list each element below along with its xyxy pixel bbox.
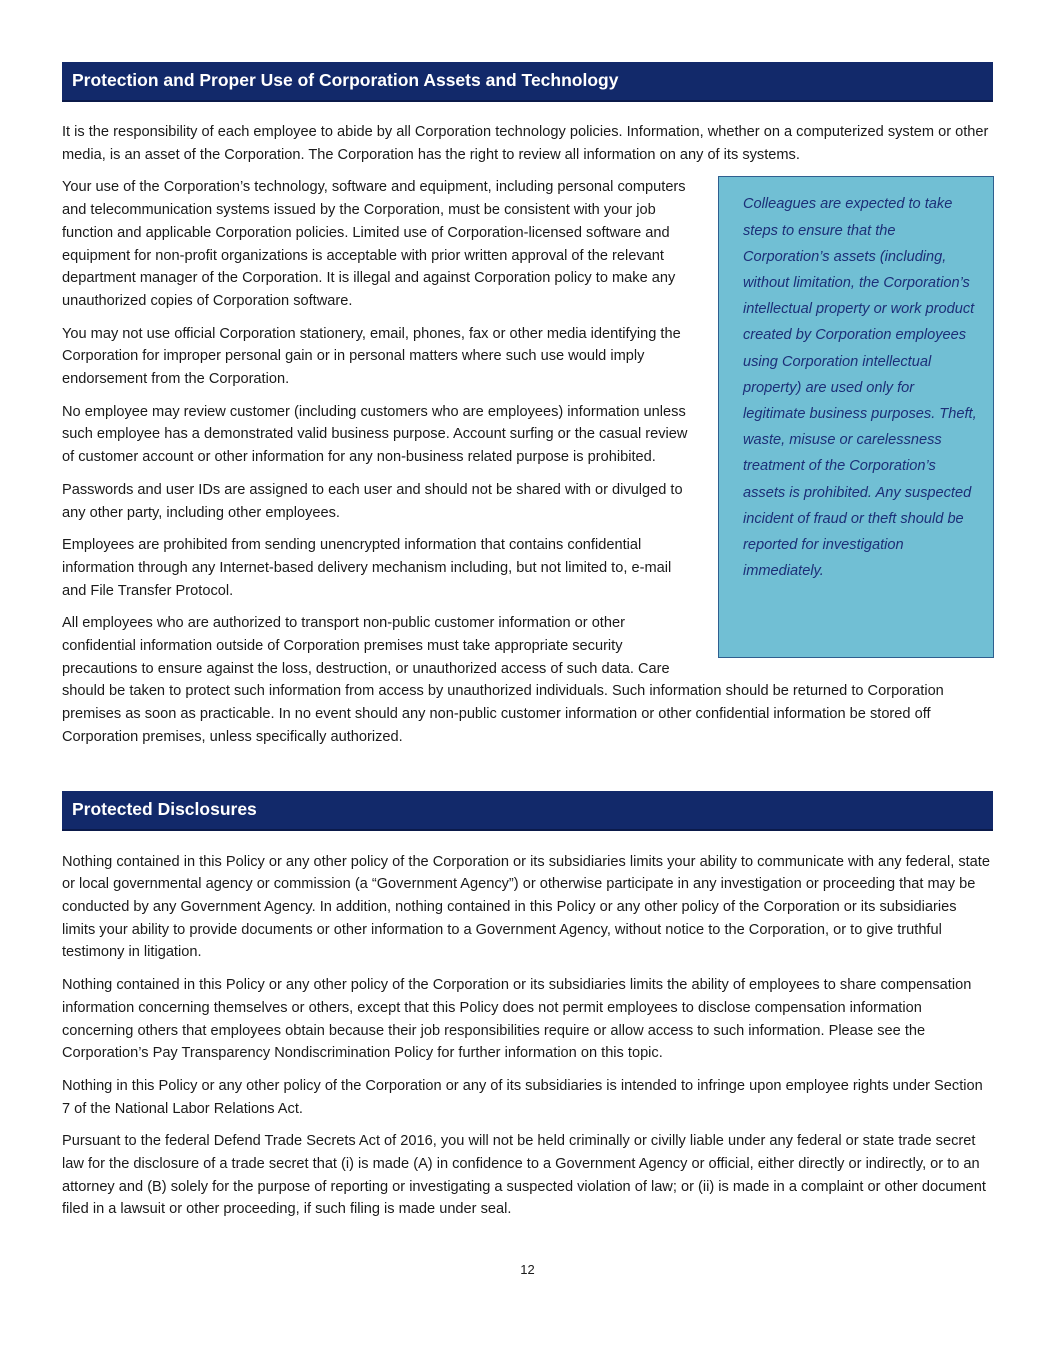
body-paragraph: Passwords and user IDs are assigned to each user and should not be shared with or divulged to any other party, including other employees. bbox=[62, 481, 683, 521]
callout-box bbox=[718, 176, 994, 658]
body-paragraph: Nothing contained in this Policy or any other policy of the Corporation or its subsidiaries limits your ability to communicate with any federal, state or local governmental agency or commission (a “Government Agency”) or otherwise participate in any investigation or proceeding that may be conducted by any Government Agency. In addition, nothing contained in this Policy or any other policy of the Corporation or its subsidiaries limits your ability to provide documents or other information to a Government Agency, without notice to the Corporation, or to give truthful testimony in litigation. bbox=[62, 853, 990, 961]
body-paragraph: Your use of the Corporation’s technology, software and equipment, including personal computers and telecommunication systems issued by the Corporation, must be consistent with your job function and applicable Corporation policies. Limited use of Corporation-licensed software and equipment for non-profit organizations is acceptable with prior written approval of the relevant department manager of the Corporation. It is illegal and against Corporation policy to make any unauthorized copies of Corporation software. bbox=[62, 179, 686, 309]
body-paragraph: It is the responsibility of each employee to abide by all Corporation technology policies. Information, whether on a computerized system or other media, is an asset of the Corporation. The Corporation has the right to review all information on any of its systems. bbox=[62, 124, 989, 163]
body-paragraph: Pursuant to the federal Defend Trade Secrets Act of 2016, you will not be held criminally or civilly liable under any federal or state trade secret law for the disclosure of a trade secret that (i) is made (A) in confidence to a Government Agency or official, either directly or indirectly, or to an attorney and (B) solely for the purpose of reporting or investigating a suspected violation of law; or (ii) is made in a complaint or other document filed in a lawsuit or other proceeding, if such filing is made under seal. bbox=[62, 1133, 986, 1218]
section-heading-protected-disclosures: Protected Disclosures bbox=[62, 791, 993, 831]
body-paragraph: Nothing contained in this Policy or any other policy of the Corporation or its subsidiaries limits the ability of employees to share compensation information concerning themselves or others, except that this Policy does not permit employees to disclose compensation information concerning others that employees obtain because their job responsibilities require or allow access to such information. Please see the Corporation’s Pay Transparency Nondiscrimination Policy for further information on this topic. bbox=[62, 977, 972, 1062]
body-paragraph: Employees are prohibited from sending unencrypted information that contains confidential information through any Internet-based delivery mechanism including, but not limited to, e-mail and File Transfer Protocol. bbox=[62, 537, 672, 599]
document-page bbox=[62, 62, 993, 1231]
body-paragraph: Nothing in this Policy or any other policy of the Corporation or any of its subsidiaries is intended to infringe upon employee rights under Section 7 of the National Labor Relations Act. bbox=[62, 1077, 983, 1117]
body-paragraph: No employee may review customer (including customers who are employees) information unless such employee has a demonstrated valid business purpose. Account surfing or the casual review of customer account or other information for any non-business related purpose is prohibited. bbox=[62, 403, 688, 466]
section-heading-assets-technology: Protection and Proper Use of Corporation Assets and Technology bbox=[62, 62, 993, 102]
section-protected-disclosures bbox=[62, 791, 993, 1222]
body-paragraph: All employees who are authorized to transport non-public customer information or other confidential information outside of Corporation premises must take appropriate security precautions to ensure against the loss, destruction, or unauthorized access of such data. Care should be taken to protect such information from access by unauthorized individuals. Such information should be returned to Corporation premises as soon as practicable. In no event should any non-public customer information or other confidential information be stored off Corporation premises, unless specifically authorized. bbox=[62, 615, 944, 745]
page-number: 12 bbox=[520, 1262, 535, 1277]
body-paragraph: You may not use official Corporation stationery, email, phones, fax or other media identifying the Corporation for improper personal gain or in personal matters where such use would imply endorsement from the Corporation. bbox=[62, 325, 681, 388]
callout-text: Colleagues are expected to take steps to ensure that the Corporation’s assets (including, without limitation, the Corporation’s intellectual property or work product created by Corporation employees using Corporation intellectual property) are used only for legitimate business purposes. Theft, waste, misuse or carelessness treatment of the Corporation’s assets is prohibited. Any suspected incident of fraud or theft should be reported for investigation immediately. bbox=[743, 196, 977, 580]
